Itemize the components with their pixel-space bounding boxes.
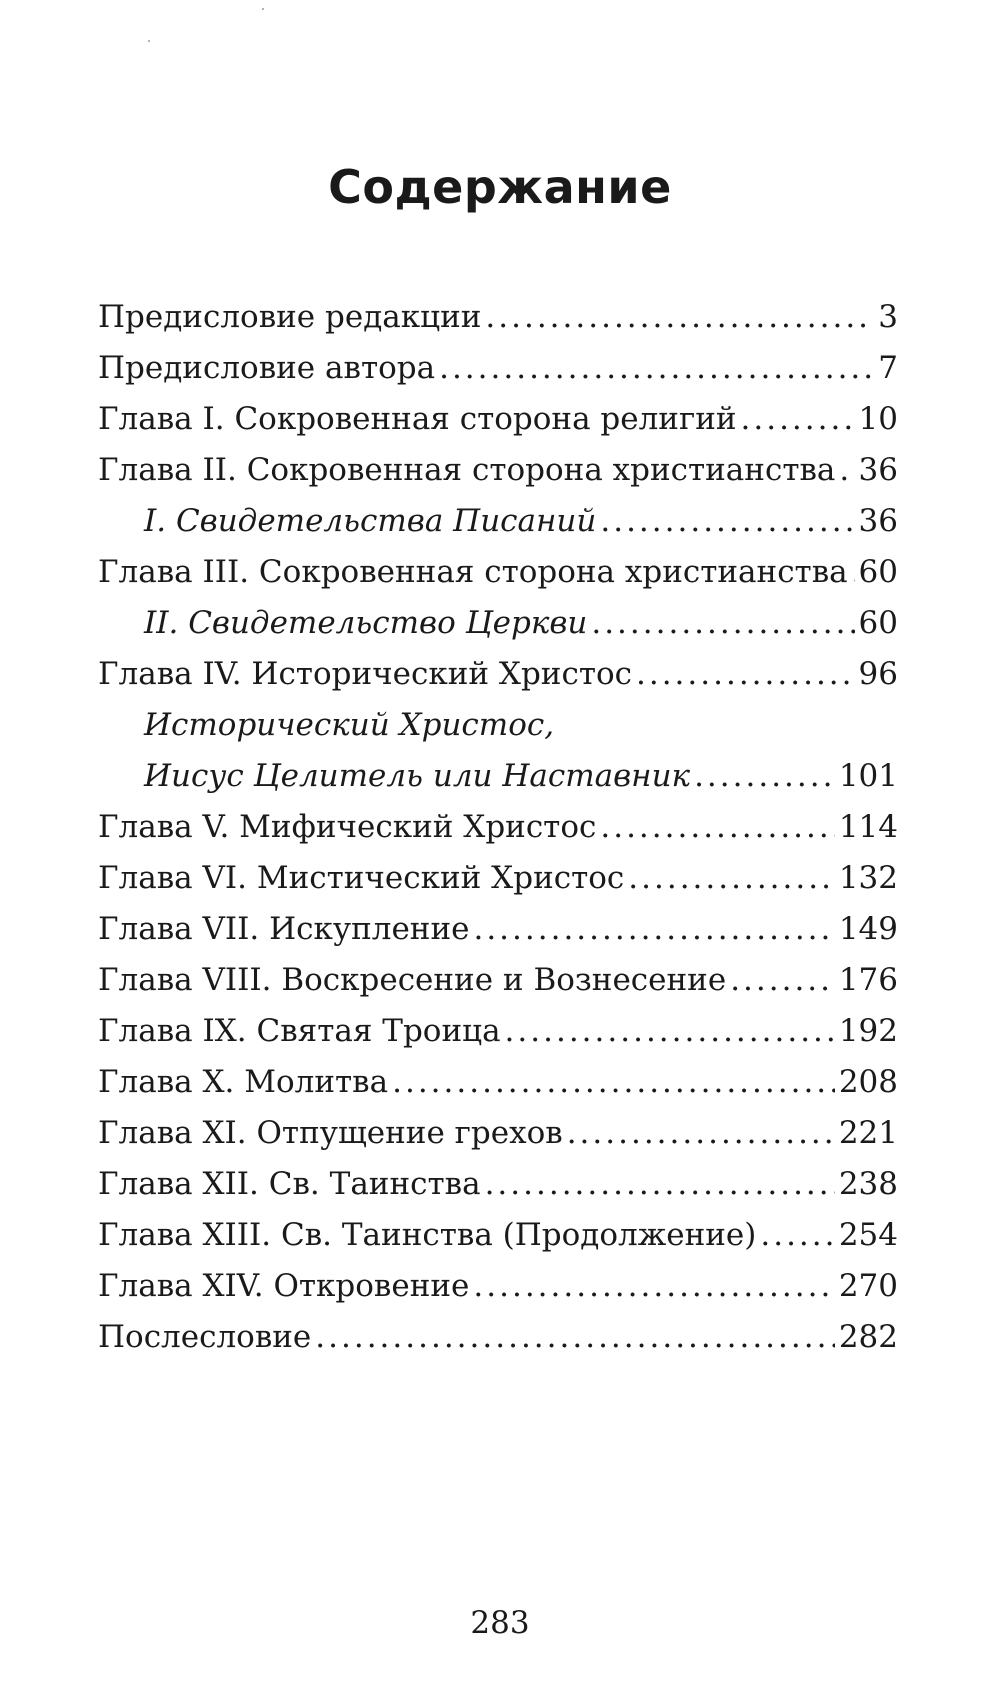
toc-entry-page: 176 [838,962,898,998]
toc-entry-page: 101 [838,758,898,794]
toc-dot-leader [852,547,855,598]
toc-dot-leader [839,445,854,496]
toc-entry-label: Глава VIII. Воскресение и Вознесение [98,962,727,998]
toc-entry-label: Глава VI. Мистический Христос [98,860,625,896]
toc-entry [98,1006,898,1057]
toc-entry-page: 238 [838,1166,898,1202]
toc-entry-label: Глава IV. Исторический Христос [98,656,632,692]
toc-dot-leader [636,649,855,700]
toc-dot-leader [760,1210,834,1261]
toc-entry [98,496,898,547]
toc-dot-leader [315,1312,835,1363]
toc-entry-page: 149 [838,911,898,947]
toc-entry-page: 60 [858,554,898,590]
toc-entry [98,853,898,904]
toc-dot-leader [591,598,854,649]
toc-entry-label: Предисловие автора [98,350,436,386]
toc-dot-leader [741,394,855,445]
toc-entry [98,955,898,1006]
toc-dot-leader [392,1057,835,1108]
toc-entry-label: Исторический Христос, [144,707,555,743]
toc-entry [98,1108,898,1159]
toc-entry [98,1159,898,1210]
toc-entry-page: 132 [838,860,898,896]
toc-entry [98,904,898,955]
toc-entry-page: 36 [858,503,898,539]
toc-dot-leader [473,904,834,955]
toc-entry-label: Глава XI. Отпущение грехов [98,1115,563,1151]
toc-dot-leader [600,802,834,853]
toc-entry-label: Глава VII. Искупление [98,911,470,947]
toc-entry [98,394,898,445]
toc-entry-page: 208 [838,1064,898,1100]
toc-entry-page: 36 [858,452,898,488]
toc-entry-label: Глава V. Мифический Христос [98,809,597,845]
toc-dot-leader [567,1108,835,1159]
toc-entry-page: 221 [838,1115,898,1151]
scan-speck [262,8,264,10]
toc-dot-leader [485,1159,835,1210]
toc-entry-page: 10 [858,401,898,437]
toc-entry [98,292,898,343]
toc-entry [98,1261,898,1312]
toc-entry-label: Послесловие [98,1319,312,1355]
toc-entry-page: 114 [838,809,898,845]
toc-entry-page: 192 [838,1013,898,1049]
toc-dot-leader [439,343,874,394]
toc-entry-page: 7 [878,350,898,386]
page-title: Содержание [328,160,672,214]
toc-dot-leader [473,1261,834,1312]
scan-speck [148,40,150,42]
toc-entry-label: Глава XIII. Св. Таинства (Продолжение) [98,1217,757,1253]
toc-entry [98,343,898,394]
toc-entry-page: 60 [858,605,898,641]
toc-entry [98,598,898,649]
toc-entry-label: Глава XIV. Откровение [98,1268,470,1304]
toc-entry-label: Глава I. Сокровенная сторона религий [98,401,737,437]
table-of-contents [98,292,898,1363]
toc-entry [98,802,898,853]
toc-entry-label: Глава III. Сокровенная сторона христианства [98,554,848,590]
toc-entry-label: Иисус Целитель или Наставник [144,758,691,794]
toc-entry-label: II. Свидетельство Церкви [144,605,588,641]
toc-entry [98,649,898,700]
toc-entry-label: Глава II. Сокровенная сторона христианства [98,452,836,488]
toc-entry [98,751,898,802]
toc-dot-leader [485,292,874,343]
toc-entry-page: 3 [878,299,898,335]
toc-entry [98,700,898,751]
toc-dot-leader [730,955,835,1006]
toc-dot-leader [628,853,835,904]
toc-entry [98,1057,898,1108]
toc-entry [98,547,898,598]
toc-dot-leader [505,1006,835,1057]
toc-entry-label: Глава IX. Святая Троица [98,1013,501,1049]
toc-entry-page: 96 [858,656,898,692]
toc-entry-label: I. Свидетельства Писаний [144,503,597,539]
toc-entry-label: Глава X. Молитва [98,1064,389,1100]
toc-entry-page: 270 [838,1268,898,1304]
toc-entry-label: Глава XII. Св. Таинства [98,1166,481,1202]
toc-entry [98,1312,898,1363]
toc-entry [98,1210,898,1261]
toc-entry-page: 254 [838,1217,898,1253]
toc-entry-label: Предисловие редакции [98,299,482,335]
page-number: 283 [470,1605,530,1641]
toc-dot-leader [694,751,835,802]
toc-entry-page: 282 [838,1319,898,1355]
toc-dot-leader [600,496,854,547]
toc-entry [98,445,898,496]
